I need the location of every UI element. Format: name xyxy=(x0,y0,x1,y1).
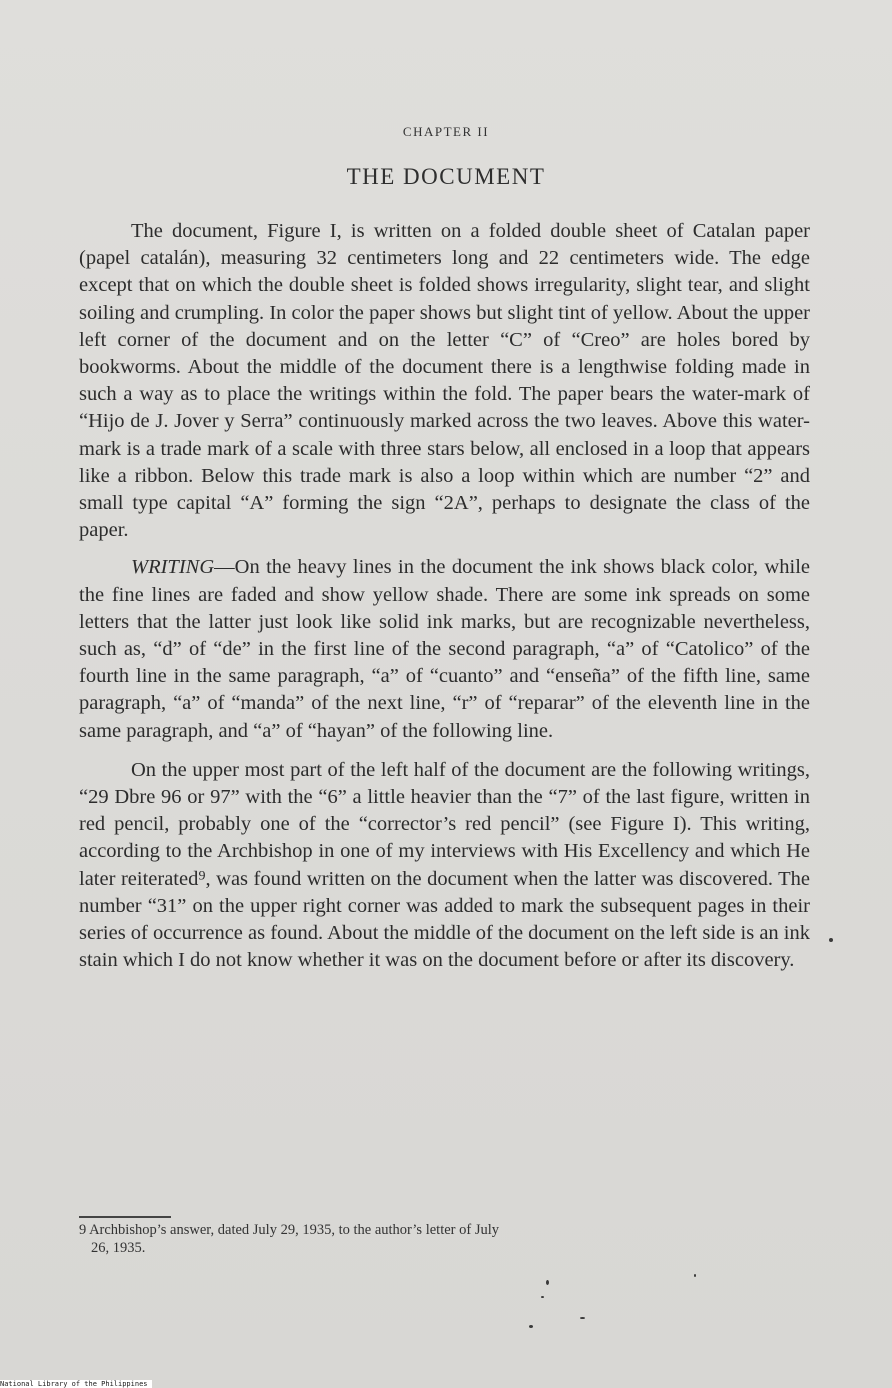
paper-speck xyxy=(829,938,833,942)
footnote-line-2: 26, 1935. xyxy=(91,1240,146,1256)
footnote-rule xyxy=(79,1216,171,1218)
footnote xyxy=(79,1221,810,1257)
chapter-heading: CHAPTER II xyxy=(402,124,490,139)
body-text xyxy=(79,218,810,984)
paper-speck xyxy=(580,1317,585,1319)
library-credit: National Library of the Philippines xyxy=(0,1380,152,1388)
footnote-line-1: 9 Archbishop’s answer, dated July 29, 1935, to the author’s letter of July xyxy=(79,1222,499,1238)
paragraph-writing-lead: WRITING xyxy=(131,556,215,579)
paper-speck xyxy=(541,1296,544,1298)
paragraph-description: The document, Figure I, is written on a folded double sheet of Catalan paper (papel catalán), measuring 32 centimeters long and 22 centimeters wide. The edge except that on which the double sheet is folded shows irregularity, slight tear, and slight soiling and crumpling. In color the paper shows but slight tint of yellow. About the upper left corner of the document and on the letter “C” of “Creo” are holes bored by bookworms. About the middle of the document there is a lengthwise folding made in such a way as to place the writings within the fold. The paper bears the water-mark of “Hijo de J. Jover y Serra” continuously marked across the two leaves. Above this water-mark is a trade mark of a scale with three stars below, all enclosed in a loop that appears like a ribbon. Below this trade mark is also a loop within which are number “2” and small type capital “A” forming the sign “2A”, perhaps to designate the class of the paper. xyxy=(79,220,810,542)
paragraph-writing xyxy=(79,554,810,744)
paragraph-writing-text: —On the heavy lines in the document the ink shows black color, while the fine lines are faded and show yellow shade. There are some ink spreads on some letters that the latter just look like solid ink marks, but are recognizable nevertheless, such as, “d” of “de” in the first line of the second paragraph, “a” of “Catolico” of the fourth line in the same paragraph, “a” of “cuanto” and “enseña” of the fifth line, same paragraph, “a” of “manda” of the next line, “r” of “reparar” of the eleventh line in the same paragraph, and “a” of “hayan” of the following line. xyxy=(79,556,810,742)
paper-speck xyxy=(694,1274,696,1277)
paper-speck xyxy=(529,1325,533,1328)
chapter-title: THE DOCUMENT xyxy=(346,164,546,189)
paper-speck xyxy=(546,1280,549,1285)
paragraph-upper-writings: On the upper most part of the left half of the document are the following writings, “29 Dbre 96 or 97” with the “6” a little heavier than the “7” of the last figure, written in red pencil, probably one of the “corrector’s red pencil” (see Figure I). This writing, according to the Archbishop in one of my interviews with His Excellency and which He later reiterated⁹, was found written on the document when the latter was discovered. The number “31” on the upper right corner was added to mark the subsequent pages in their series of occurrence as found. About the middle of the document on the left side is an ink stain which I do not know whether it was on the document before or after its discovery. xyxy=(79,758,810,972)
